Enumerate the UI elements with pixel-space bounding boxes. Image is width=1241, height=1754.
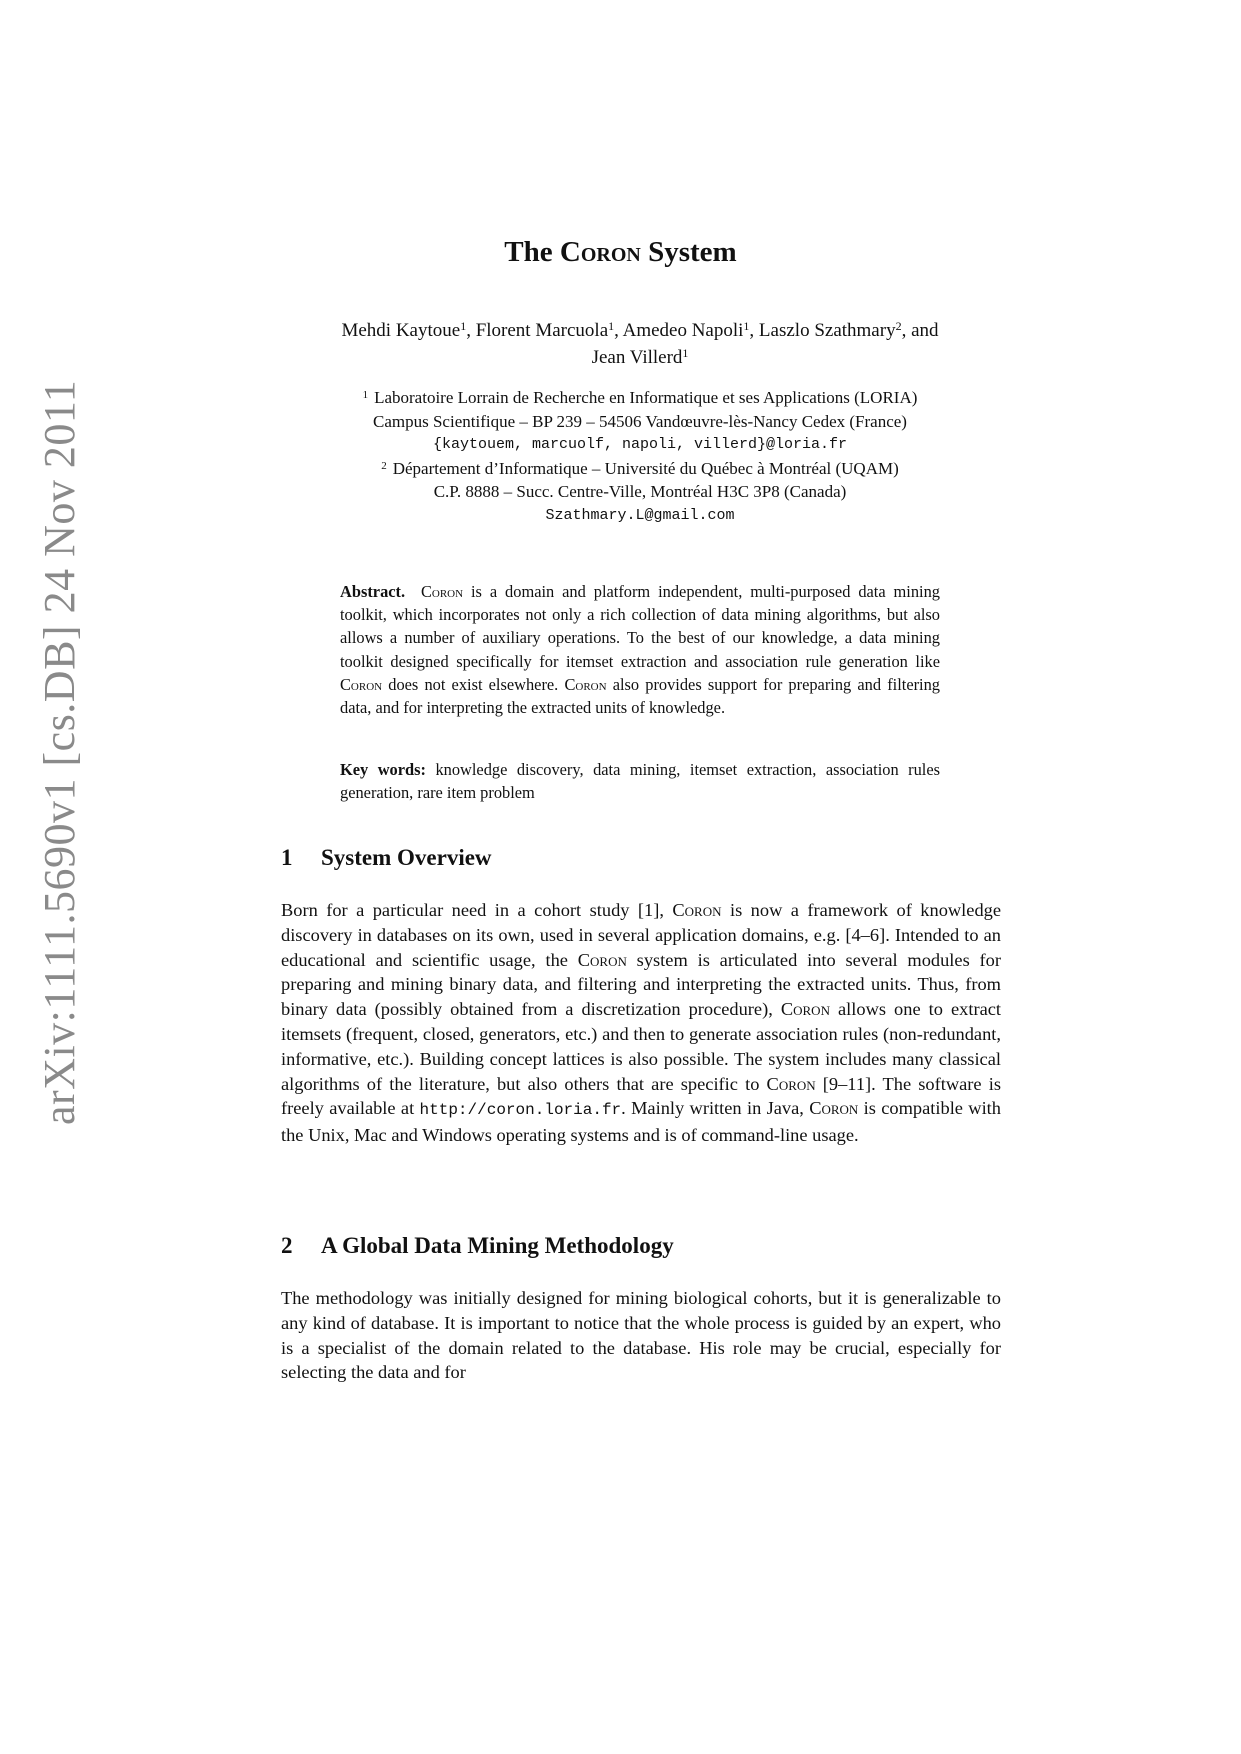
paper-title: The Coron System [504, 236, 737, 268]
section-1-paragraph: Born for a particular need in a cohort study [1], Coron is now a framework of knowledge discovery in databases on its own, used in several application domains, e.g. [4–6]. Intended to an educational and scientific usage, the Coron system is articulated into several modules for preparing and mining binary data, and filtering and interpreting the extracted units. Thus, from binary data (possibly obtained from a discretization procedure), Coron allows one to extract itemsets (frequent, closed, generators, etc.) and then to generate association rules (non-redundant, informative, etc.). Building concept lattices is also possible. The system includes many classical algorithms of the literature, but also others that are specific to Coron [9–11]. The software is freely available at http://coron.loria.fr. Mainly written in Java, Coron is compatible with the Unix, Mac and Windows operating systems and is of command-line usage. [281, 900, 1002, 1146]
affiliation-2-line: $^2$ Département d’Informatique – Université du Québec à Montréal (UQAM) [381, 458, 899, 478]
author-name: Jean Villerd [591, 347, 683, 368]
affiliation-2-address: C.P. 8888 – Succ. Centre-Ville, Montréal H3C 3P8 (Canada) [433, 482, 847, 501]
affiliation-2-email: Szathmary.L@gmail.com [545, 506, 735, 524]
abstract: Abstract. Coron is a domain and platform independent, multi-purposed data mining toolkit, which incorporates not only a rich collection of data mining algorithms, but also allows a number of auxiliary operations. To the best of our knowledge, a data mining toolkit designed specifically for itemset extraction and association rule generation like Coron does not exist elsewhere. Coron also provides support for preparing and filtering data, and for interpreting the extracted units of knowledge. [340, 582, 940, 718]
section-heading-2: 2 A Global Data Mining Methodology [281, 1233, 674, 1258]
arxiv-identifier-stamp: arXiv:1111.5690v1 [cs.DB] 24 Nov 2011 [35, 379, 84, 1125]
keywords-label: Key words: [340, 760, 426, 779]
author-list: Mehdi Kaytoue$^1$, Florent Marcuola$^1$, Amedeo Napoli$^1$, Laszlo Szathmary$^2$, and Jean Villerd$^1$ [341, 319, 939, 368]
affiliation-1-address: Campus Scientifique – BP 239 – 54506 Vandœuvre-lès-Nancy Cedex (France) [373, 411, 907, 431]
affiliation-1-email: {kaytouem, marcuolf, napoli, villerd}@loria.fr [432, 436, 848, 453]
abstract-label: Abstract. [340, 582, 406, 601]
keywords: Key words: knowledge discovery, data mining, itemset extraction, association rules generation, rare item problem [340, 760, 940, 803]
affiliation-1-line: $^1$ Laboratoire Lorrain de Recherche en Informatique et ses Applications (LORIA) [362, 388, 918, 407]
author-name: Laszlo Szathmary [758, 320, 896, 341]
author-name: Mehdi Kaytoue [341, 320, 461, 341]
affiliations [260, 386, 1020, 527]
author-name: Amedeo Napoli [622, 320, 744, 341]
section-2-paragraph: The methodology was initially designed for mining biological cohorts, but it is generalizable to any kind of database. It is important to notice that the whole process is guided by an expert, who is a specialist of the domain related to the database. His role may be crucial, especially for selecting the data and for [281, 1288, 1001, 1383]
section-heading-1: 1 System Overview [281, 845, 492, 870]
author-name: Florent Marcuola [475, 320, 609, 341]
coron-url-link[interactable]: http://coron.loria.fr [419, 1101, 622, 1120]
